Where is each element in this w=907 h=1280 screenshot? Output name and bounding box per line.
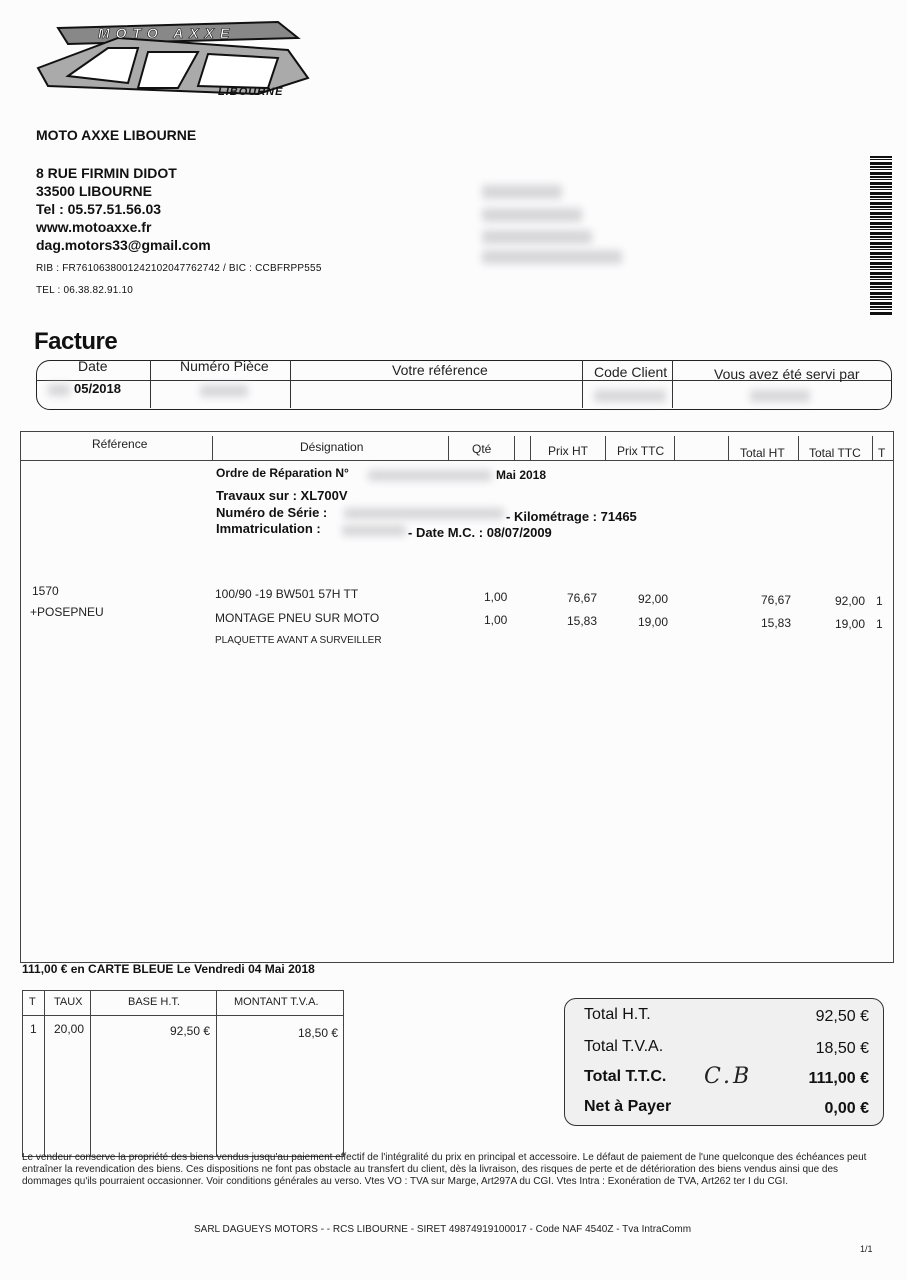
registration-label: Immatriculation : (216, 521, 321, 536)
header-piece: Numéro Pièce (180, 358, 269, 374)
col-qte: Qté (472, 442, 492, 456)
col-divider (530, 436, 531, 460)
net-to-pay-label: Net à Payer (584, 1098, 672, 1115)
row-2-prix-ttc: 19,00 (638, 615, 669, 629)
vat-row-montant: 18,50 € (298, 1026, 339, 1040)
company-tel2: TEL : 06.38.82.91.10 (36, 285, 134, 296)
col-reference: Référence (92, 437, 148, 451)
col-prix-ht: Prix HT (548, 444, 588, 458)
mileage: - Kilométrage : 71465 (506, 509, 637, 524)
logo-subtext: LIBOURNE (218, 86, 284, 98)
col-divider (798, 436, 799, 460)
vat-col-t: T (29, 996, 36, 1008)
col-divider (212, 436, 213, 460)
vat-col-divider (216, 990, 217, 1157)
first-registration-date: - Date M.C. : 08/07/2009 (408, 525, 552, 540)
redacted-recipient-line (482, 250, 622, 264)
col-total-ttc: Total TTC (809, 446, 861, 460)
redacted-registration (342, 525, 406, 536)
row-1-t: 1 (876, 594, 883, 608)
redacted-date-day (48, 384, 70, 396)
col-divider (872, 436, 873, 460)
row-1-total-ht: 76,67 (761, 593, 792, 607)
redacted-recipient-line (482, 185, 562, 199)
redacted-piece-number (200, 385, 248, 397)
vat-col-taux: TAUX (54, 996, 83, 1008)
page-number: 1/1 (860, 1244, 873, 1254)
vat-row-taux: 20,00 (54, 1022, 85, 1036)
col-total-ht: Total HT (740, 446, 785, 460)
info-column-divider (582, 360, 583, 408)
invoice-date: 05/2018 (74, 381, 121, 396)
vat-col-divider (44, 990, 45, 1157)
total-tva-label: Total T.V.A. (584, 1038, 664, 1055)
payment-line: 111,00 € en CARTE BLEUE Le Vendredi 04 Mai 2018 (22, 962, 315, 976)
redacted-recipient-line (482, 230, 592, 244)
serial-number-label: Numéro de Série : (216, 505, 328, 520)
net-to-pay-value: 0,00 € (824, 1100, 869, 1117)
vat-header-divider (22, 1015, 344, 1016)
row-2-t: 1 (876, 617, 883, 631)
total-ht-label: Total H.T. (584, 1006, 651, 1023)
redacted-served-by (750, 390, 810, 402)
repair-order-label: Ordre de Réparation N° (216, 466, 349, 480)
barcode (870, 156, 892, 316)
vat-row-base: 92,50 € (170, 1024, 211, 1038)
repair-order-date: Mai 2018 (496, 468, 547, 482)
col-divider (674, 436, 675, 460)
total-ht-value: 92,50 € (815, 1008, 869, 1025)
logo-text: MOTO AXXE (98, 25, 236, 41)
info-column-divider (672, 360, 673, 408)
row-2-designation: MONTAGE PNEU SUR MOTO (215, 611, 380, 625)
company-name: MOTO AXXE LIBOURNE (36, 127, 197, 143)
redacted-client-code (594, 390, 666, 402)
redacted-recipient-line (482, 208, 582, 222)
info-column-divider (290, 360, 291, 408)
col-divider (605, 436, 606, 460)
company-email: dag.motors33@gmail.com (36, 237, 211, 253)
col-divider (728, 436, 729, 460)
company-footer: SARL DAGUEYS MOTORS - - RCS LIBOURNE - SIRET 49874919100017 - Code NAF 4540Z - Tva IntraComm (194, 1224, 692, 1235)
row-1-ref: 1570 (32, 584, 59, 598)
header-date: Date (78, 358, 108, 374)
col-prix-ttc: Prix TTC (617, 444, 665, 458)
row-2-ref: +POSEPNEU (30, 605, 104, 619)
company-web: www.motoaxxe.fr (36, 219, 152, 235)
legal-notice: Le vendeur conserve la propriété des biens vendus jusqu'au paiement effectif de l'intégralité du prix en principal et accessoire. Le défaut de paiement de l'une quelconque des échéances peut entraîner la revendication des biens. Ces dispositions ne font pas obstacle au transfert du client, dès la livraison, des risques de perte et de détérioration des biens vendus ainsi que des dommages qu'ils pourraient occasionner. Voir conditions générales au verso. Vtes VO : TVA sur Marge, Art297A du CGI. Vtes Intra : Exonération de TVA, Art262 ter I du CGI. (22, 1152, 867, 1187)
header-served-by: Vous avez été servi par (714, 366, 860, 382)
redacted-order-number (368, 470, 492, 481)
total-tva-value: 18,50 € (815, 1040, 869, 1057)
col-designation: Désignation (300, 440, 364, 454)
company-rib: RIB : FR7610638001242102047762742 / BIC : CCBFRPP555 (36, 263, 322, 274)
col-divider (514, 436, 515, 460)
info-column-divider (150, 360, 151, 408)
company-street: 8 RUE FIRMIN DIDOT (36, 165, 177, 181)
col-divider (448, 436, 449, 460)
row-2-total-ht: 15,83 (761, 616, 792, 630)
invoice-title: Facture (34, 328, 118, 355)
row-1-prix-ttc: 92,00 (638, 592, 669, 606)
total-ttc-label: Total T.T.C. (584, 1068, 667, 1085)
row-1-total-ttc: 92,00 (835, 594, 866, 608)
row-1-prix-ht: 76,67 (567, 591, 598, 605)
row-1-qte: 1,00 (484, 590, 508, 604)
items-header-divider (20, 460, 894, 461)
vat-col-divider (90, 990, 91, 1157)
handwritten-note: C.B (704, 1064, 753, 1089)
header-client-code: Code Client (594, 364, 668, 380)
row-1-designation: 100/90 -19 BW501 57H TT (215, 587, 359, 601)
row-2-prix-ht: 15,83 (567, 614, 598, 628)
row-note: PLAQUETTE AVANT A SURVEILLER (215, 635, 382, 646)
row-2-total-ttc: 19,00 (835, 617, 866, 631)
redacted-serial-number (344, 508, 504, 519)
company-city: 33500 LIBOURNE (36, 183, 152, 199)
vat-row-t: 1 (30, 1022, 37, 1036)
total-ttc-value: 111,00 € (808, 1070, 869, 1087)
vat-col-montant: MONTANT T.V.A. (234, 996, 319, 1008)
row-2-qte: 1,00 (484, 613, 508, 627)
company-tel: Tel : 05.57.51.56.03 (36, 201, 162, 217)
header-reference: Votre référence (392, 362, 488, 378)
vehicle-model: Travaux sur : XL700V (216, 488, 348, 503)
col-t: T (878, 446, 886, 460)
vat-col-base: BASE H.T. (128, 996, 180, 1008)
